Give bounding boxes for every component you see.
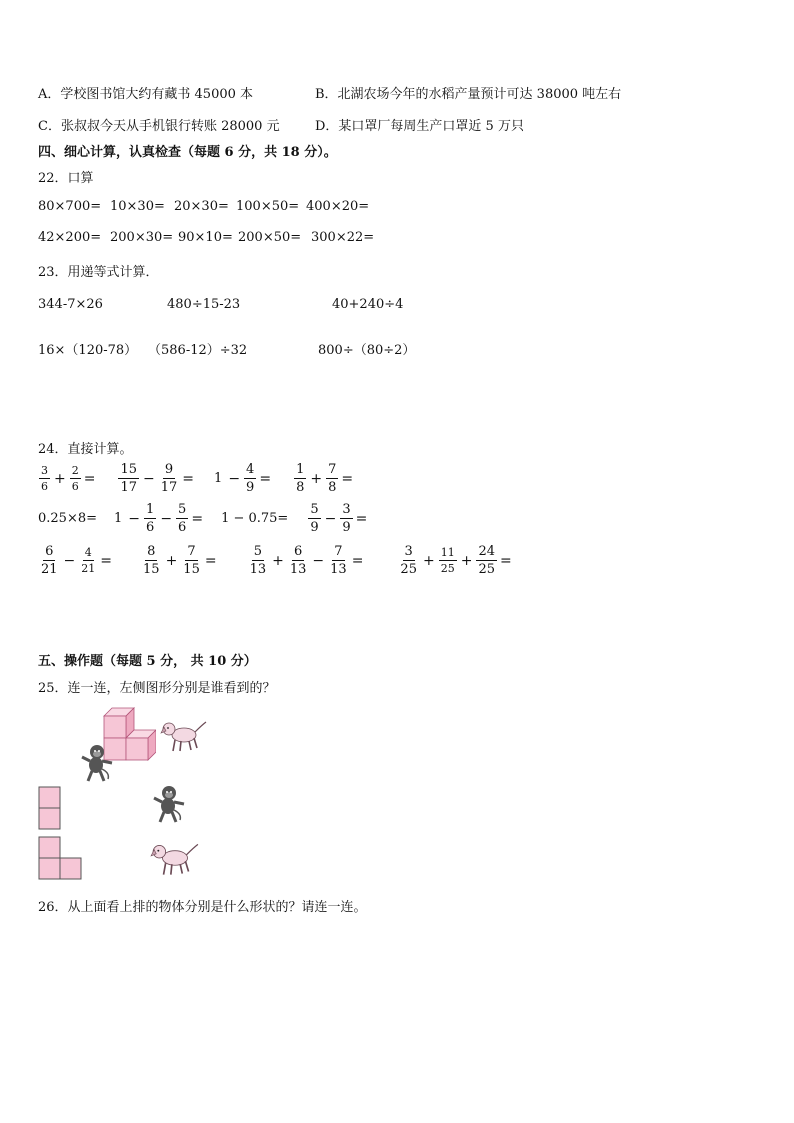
q23-title: 23．用递等式计算． <box>38 265 159 280</box>
q24-expr-12: $\frac{3}{25}$ + $\frac{11}{25}$ + $\frac{24}{25}$ = <box>400 544 512 577</box>
q22-item-4: 100×50= <box>236 199 300 214</box>
q23-item-1: 344-7×26 <box>38 297 103 312</box>
q22-item-6: 42×200= <box>38 230 102 245</box>
view-figure-l-shape <box>38 836 84 880</box>
option-c: C．张叔叔今天从手机银行转账 28000 元 <box>38 119 280 134</box>
q24-expr-1: $\frac{3}{6}$ + $\frac{2}{6}$ = <box>41 464 96 493</box>
q24-expr-7: 1 − 0.75= <box>221 511 289 526</box>
q24-expr-6: 1 − $\frac{1}{6}$ − $\frac{5}{6}$ = <box>114 502 204 535</box>
q23-item-4: 16×（120-78） <box>38 343 138 358</box>
fraction: $\frac{1}{6}$ <box>146 502 155 535</box>
option-d: D．某口罩厂每周生产口罩近 5 万只 <box>315 119 524 134</box>
fraction: $\frac{7}{15}$ <box>183 544 200 577</box>
fraction: $\frac{15}{17}$ <box>120 462 138 495</box>
fraction: $\frac{5}{6}$ <box>178 502 187 535</box>
fraction: $\frac{3}{9}$ <box>342 502 351 535</box>
q24-expr-5: 0.25×8= <box>38 511 98 526</box>
fraction: $\frac{2}{6}$ <box>71 464 79 493</box>
fraction: $\frac{5}{9}$ <box>310 502 319 535</box>
fraction: $\frac{11}{25}$ <box>440 546 455 575</box>
fraction: $\frac{6}{13}$ <box>289 544 307 577</box>
fraction: $\frac{3}{6}$ <box>41 464 48 493</box>
q24-expr-9: $\frac{6}{21}$ − $\frac{4}{21}$ = <box>41 544 113 577</box>
fraction: $\frac{6}{21}$ <box>41 544 58 577</box>
section-5-title: 五、操作题（每题 5 分， 共 10 分） <box>38 654 257 669</box>
q22-item-1: 80×700= <box>38 199 102 214</box>
monkey-icon <box>152 784 188 824</box>
monkey-icon <box>80 743 116 783</box>
q25-title: 25．连一连，左侧图形分别是谁看到的？ <box>38 681 276 696</box>
q24-expr-8: $\frac{5}{9}$ − $\frac{3}{9}$ = <box>310 502 368 535</box>
option-b: B．北湖农场今年的水稻产量预计可达 38000 吨左右 <box>315 87 622 102</box>
q22-title: 22．口算 <box>38 171 94 186</box>
q23-item-3: 40+240÷4 <box>332 297 404 312</box>
q22-item-7: 200×30= <box>110 230 174 245</box>
q24-row-1 <box>38 463 353 494</box>
fraction: $\frac{3}{25}$ <box>400 544 417 577</box>
fraction: $\frac{7}{13}$ <box>330 544 347 577</box>
q22-item-9: 200×50= <box>238 230 302 245</box>
q23-item-6: 800÷（80÷2） <box>318 343 416 358</box>
fraction: $\frac{5}{13}$ <box>249 544 267 577</box>
q22-item-10: 300×22= <box>311 230 375 245</box>
q24-title: 24．直接计算。 <box>38 442 133 457</box>
q22-item-2: 10×30= <box>110 199 165 214</box>
option-a: A．学校图书馆大约有藏书 45000 本 <box>38 87 254 102</box>
section-4-title: 四、细心计算，认真检查（每题 6 分，共 18 分）。 <box>38 145 337 160</box>
q24-row-3 <box>38 545 512 576</box>
q24-expr-3: 1 − $\frac{4}{9}$ = <box>214 462 272 495</box>
q22-item-3: 20×30= <box>174 199 229 214</box>
fraction: $\frac{8}{15}$ <box>143 544 160 577</box>
fraction: $\frac{4}{21}$ <box>81 546 96 575</box>
fraction: $\frac{7}{8}$ <box>328 462 337 495</box>
q23-item-2: 480÷15-23 <box>167 297 241 312</box>
q24-expr-11: $\frac{5}{13}$ + $\frac{6}{13}$ − $\frac{7}{13}$ = <box>249 544 364 577</box>
fraction: $\frac{4}{9}$ <box>246 462 255 495</box>
view-figure-vertical <box>38 786 62 830</box>
fraction: $\frac{1}{8}$ <box>296 462 305 495</box>
q23-item-5: （586-12）÷32 <box>148 343 248 358</box>
q24-expr-4: $\frac{1}{8}$ + $\frac{7}{8}$ = <box>296 462 354 495</box>
fraction: $\frac{9}{17}$ <box>160 462 178 495</box>
q22-item-8: 90×10= <box>178 230 233 245</box>
dog-icon <box>160 719 208 753</box>
q24-expr-2: $\frac{15}{17}$ − $\frac{9}{17}$ = <box>120 462 195 495</box>
dog-icon <box>150 841 200 877</box>
q22-item-5: 400×20= <box>306 199 370 214</box>
q24-expr-10: $\frac{8}{15}$ + $\frac{7}{15}$ = <box>143 544 217 577</box>
q24-row-2 <box>38 503 367 534</box>
fraction: $\frac{24}{25}$ <box>478 544 495 577</box>
q26-title: 26．从上面看上排的物体分别是什么形状的？请连一连。 <box>38 900 367 915</box>
